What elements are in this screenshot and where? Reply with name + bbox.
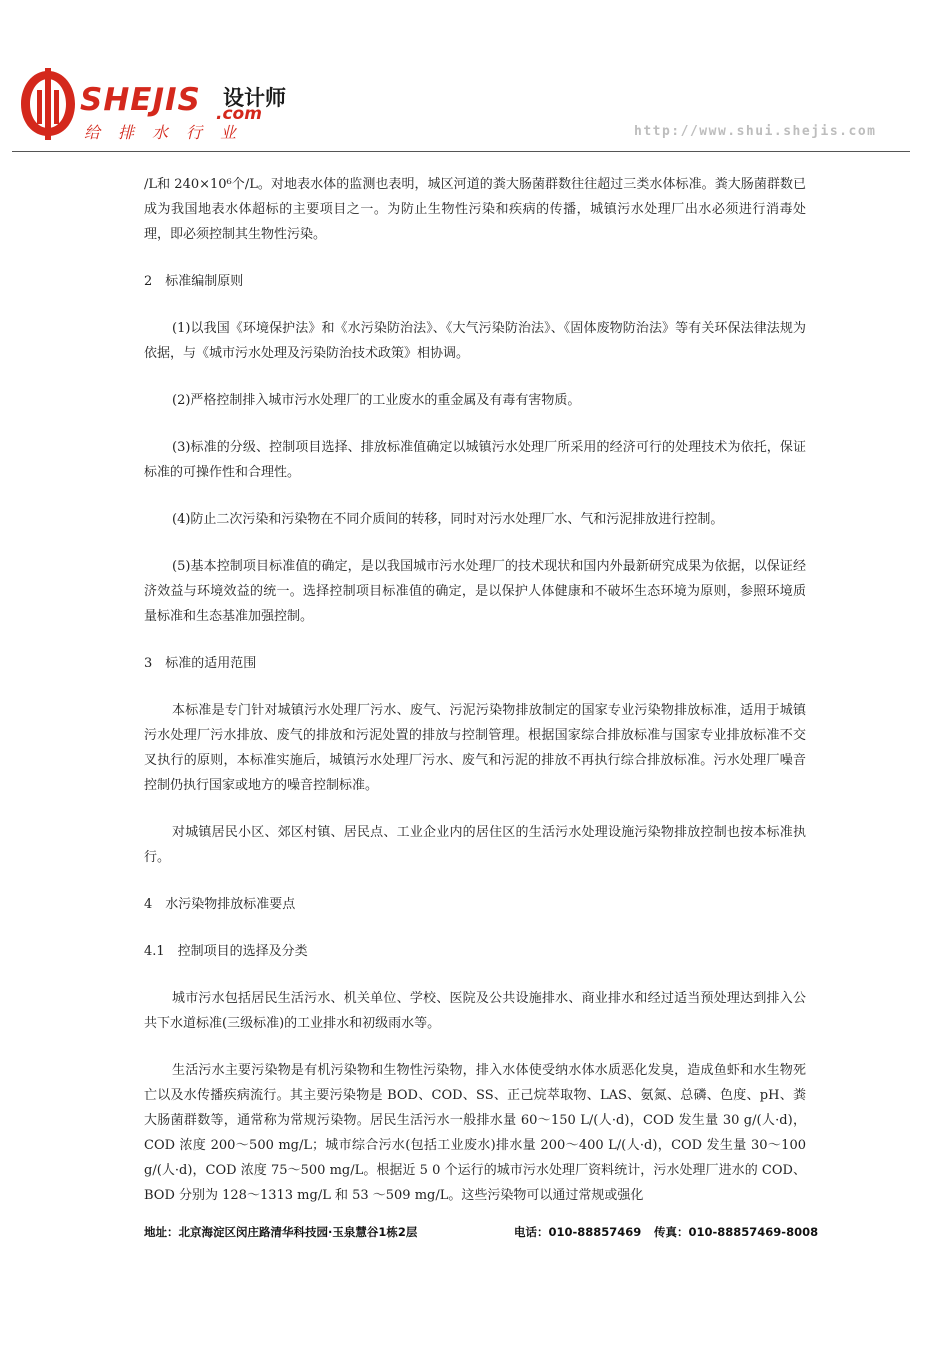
section-heading: 4 水污染物排放标准要点 <box>144 897 296 912</box>
shejis-logo[interactable] <box>18 68 318 148</box>
logo-subtitle: 给排水行业 <box>84 123 255 142</box>
page-footer <box>144 1224 844 1242</box>
paragraph: (1)以我国《环境保护法》和《水污染防治法》、《大气污染防治法》、《固体废物防治法》等有关环保法律法规为依据，与《城市污水处理及污染防治技术政策》相协调。 <box>144 321 806 361</box>
header-divider <box>12 151 910 152</box>
paragraph: (3)标准的分级、控制项目选择、排放标准值确定以城镇污水处理厂所采用的经济可行的处理技术为依托，保证标准的可操作性和合理性。 <box>144 440 806 480</box>
paragraph: 本标准是专门针对城镇污水处理厂污水、废气、污泥污染物排放制定的国家专业污染物排放标准，适用于城镇污水处理厂污水排放、废气的排放和污泥处置的排放与控制管理。根据国家综合排放标准与国家专业排放标准不交叉执行的原则，本标准实施后，城镇污水处理厂污水、废气和污泥的排放不再执行综合排放标准。污水处理厂噪音控制仍执行国家或地方的噪音控制标准。 <box>144 703 806 793</box>
paragraph: 生活污水主要污染物是有机污染物和生物性污染物，排入水体使受纳水体水质恶化发臭，造成鱼虾和水生物死亡以及水传播疾病流行。其主要污染物是 BOD、COD、SS、正己烷萃取物、LAS、氨氮、总磷、色度、pH、粪大肠菌群数等，通常称为常规污染物。居民生活污水一般排水量 60～150 L/(人·d)，COD 发生量 30 g/(人·d)，COD 浓度 200～500 mg/L；城市综合污水(包括工业废水)排水量 200～400 L/(人·d)，COD 发生量 30～100 g/(人·d)，COD 浓度 75～500 mg/L。根据近 5 0 个运行的城市污水处理厂资料统计，污水处理厂进水的 COD、BOD 分别为 128～1313 mg/L 和 53 ～509 mg/L。这些污染物可以通过常规或强化 <box>144 1063 806 1203</box>
footer-phone: 电话：010-88857469 <box>514 1225 642 1239</box>
paragraph: (2)严格控制排入城市污水处理厂的工业废水的重金属及有毒有害物质。 <box>172 393 581 408</box>
logo-brand-cn: 设计师 <box>223 86 286 110</box>
paragraph: 对城镇居民小区、郊区村镇、居民点、工业企业内的居住区的生活污水处理设施污染物排放控制也按本标准执行。 <box>144 825 806 865</box>
paragraph: (4)防止二次污染和污染物在不同介质间的转移，同时对污水处理厂水、气和污泥排放进行控制。 <box>172 512 724 527</box>
section-heading: 3 标准的适用范围 <box>144 656 257 671</box>
site-url-link[interactable]: http://www.shui.shejis.com <box>634 124 877 139</box>
logo-brand-text: SHEJIS <box>80 82 201 118</box>
section-heading: 2 标准编制原则 <box>144 274 244 289</box>
page-header <box>0 0 950 160</box>
document-body <box>144 172 806 1230</box>
paragraph: (5)基本控制项目标准值的确定，是以我国城市污水处理厂的技术现状和国内外最新研究成果为依据，以保证经济效益与环境效益的统一。选择控制项目标准值的确定，是以保护人体健康和不破坏生态环境为原则，参照环境质量标准和生态基准加强控制。 <box>144 559 806 624</box>
footer-address: 地址：北京海淀区闵庄路清华科技园·玉泉慧谷1栋2层 <box>144 1225 418 1239</box>
footer-fax: 传真：010-88857469-8008 <box>654 1225 819 1239</box>
paragraph: 城市污水包括居民生活污水、机关单位、学校、医院及公共设施排水、商业排水和经过适当预处理达到排入公共下水道标准(三级标准)的工业排水和初级雨水等。 <box>144 991 806 1031</box>
logo-emblem-icon <box>18 68 78 140</box>
logo-brand-domain: .com <box>216 104 262 124</box>
subsection-heading: 4.1 控制项目的选择及分类 <box>144 944 308 959</box>
paragraph: /L和 240×10⁶个/L。对地表水体的监测也表明，城区河道的粪大肠菌群数往往超过三类水体标准。粪大肠菌群数已成为我国地表水体超标的主要项目之一。为防止生物性污染和疾病的传播，城镇污水处理厂出水必须进行消毒处理，即必须控制其生物性污染。 <box>144 177 806 242</box>
